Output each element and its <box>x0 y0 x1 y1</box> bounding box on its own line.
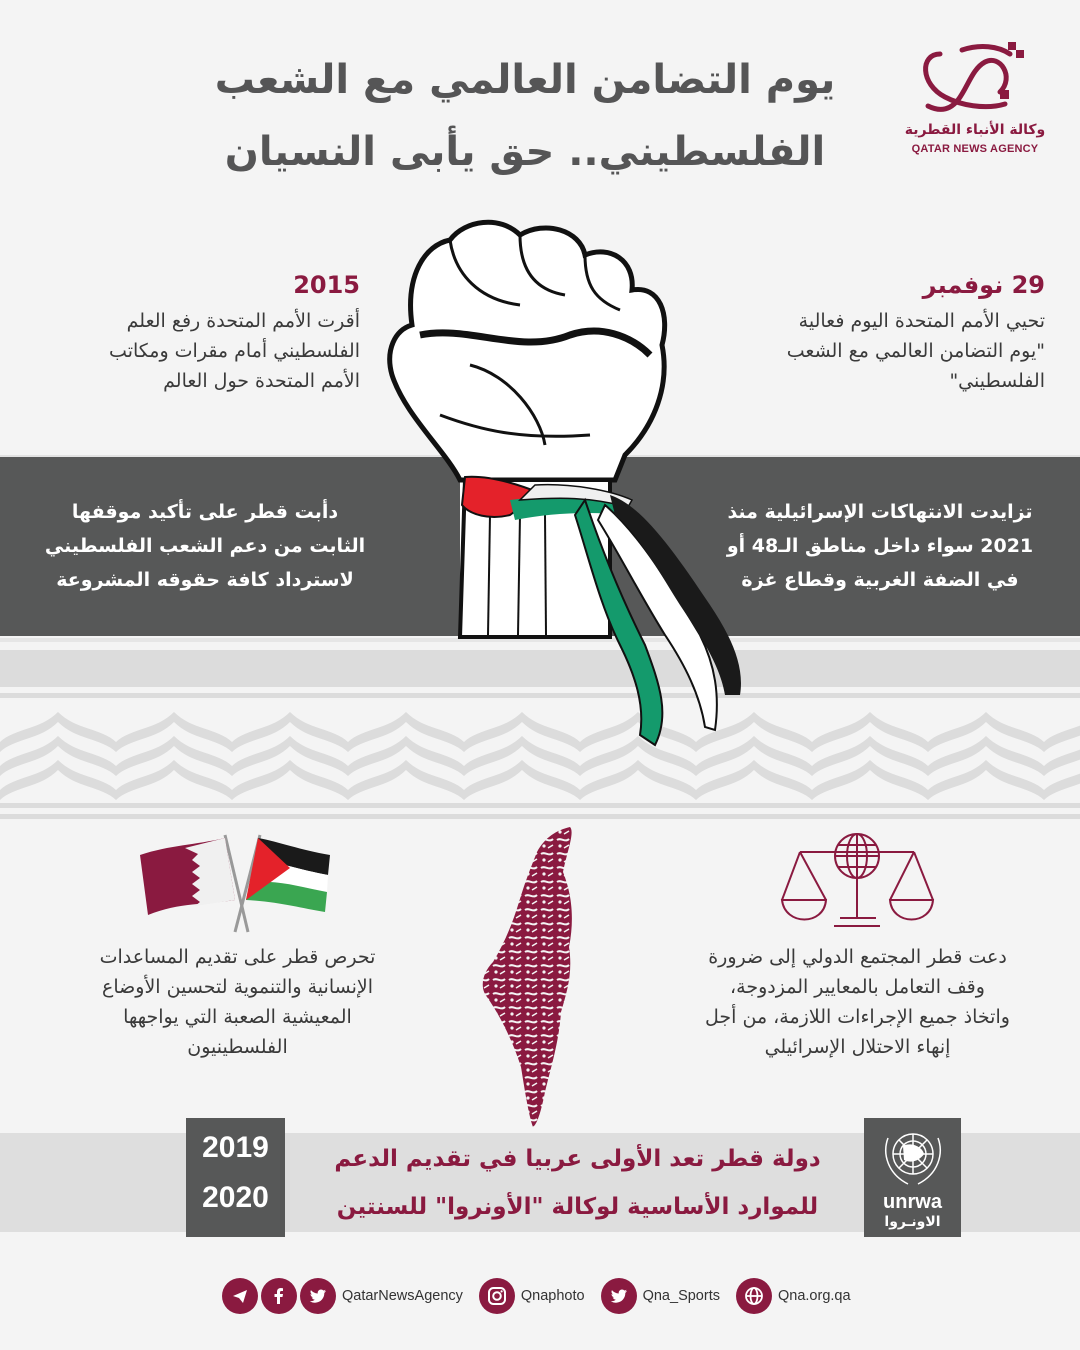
instagram-icon[interactable] <box>479 1278 515 1314</box>
info-line: تحيي الأمم المتحدة اليوم فعالية <box>798 310 1045 332</box>
band-text-qatar-support <box>20 495 390 597</box>
info-heading: 2015 <box>293 271 360 299</box>
year-2020: 2020 <box>202 1181 269 1214</box>
social-footer <box>222 1278 867 1314</box>
un-emblem-icon <box>878 1124 948 1190</box>
info-line: أقرت الأمم المتحدة رفع العلم <box>126 310 360 332</box>
unrwa-logo <box>864 1118 961 1237</box>
info-line: الأمم المتحدة حول العالم <box>163 370 360 392</box>
band-line: تزايدت الانتهاكات الإسرائيلية منذ <box>727 501 1033 523</box>
info-line: "يوم التضامن العالمي مع الشعب <box>786 340 1045 362</box>
globe-icon[interactable] <box>736 1278 772 1314</box>
international-community-text <box>655 942 1060 1062</box>
band-line: في الضفة الغربية وقطاع غزة <box>741 569 1019 591</box>
twitter-icon[interactable] <box>601 1278 637 1314</box>
aid-text <box>55 942 420 1062</box>
year-2019: 2019 <box>202 1131 269 1164</box>
facebook-icon[interactable] <box>261 1278 297 1314</box>
scales-of-justice-globe-icon <box>780 828 935 928</box>
unrwa-logo-ar: الاونـروا <box>884 1214 941 1230</box>
info-line: الفلسطيني أمام مقرات ومكاتب <box>109 340 360 362</box>
social-label-qnaphoto[interactable]: Qnaphoto <box>520 1288 585 1304</box>
info-block-2015 <box>40 268 360 396</box>
qatar-palestine-flags-icon <box>140 830 335 935</box>
social-label-qatarnewsagency[interactable]: QatarNewsAgency <box>342 1288 463 1304</box>
page-title <box>200 44 850 188</box>
intl-line: وقف التعامل بالمعايير المزدوجة، <box>730 976 985 998</box>
banner-line: دولة قطر تعد الأولى عربيا في تقديم الدعم <box>334 1146 821 1172</box>
aid-line: الإنسانية والتنموية لتحسين الأوضاع <box>102 976 373 998</box>
social-label-qna-sports[interactable]: Qna_Sports <box>642 1288 720 1304</box>
social-label-website[interactable]: Qna.org.qa <box>777 1288 851 1304</box>
banner-line: للموارد الأساسية لوكالة "الأونروا" للسنتين <box>336 1194 819 1220</box>
divider <box>0 803 1080 808</box>
intl-line: دعت قطر المجتمع الدولي إلى ضرورة <box>708 946 1007 968</box>
unrwa-logo-en: unrwa <box>883 1191 942 1213</box>
band-line: الثابت من دعم الشعب الفلسطيني <box>44 535 366 557</box>
telegram-icon[interactable] <box>222 1278 258 1314</box>
aid-line: المعيشية الصعبة التي يواجهها <box>123 1006 352 1028</box>
palestine-calligraphy-map-icon <box>475 822 585 1132</box>
info-heading: 29 نوفمبر <box>922 271 1045 299</box>
info-line: الفلسطيني" <box>949 370 1045 392</box>
aid-line: تحرص قطر على تقديم المساعدات <box>99 946 376 968</box>
divider <box>0 814 1080 819</box>
years-badge <box>186 1118 285 1237</box>
twitter-icon[interactable] <box>300 1278 336 1314</box>
title-line-1: يوم التضامن العالمي مع الشعب <box>214 57 836 103</box>
intl-line: إنهاء الاحتلال الإسرائيلي <box>764 1036 951 1058</box>
band-line: لاسترداد كافة حقوقه المشروعة <box>56 569 354 591</box>
unrwa-banner-text <box>310 1133 845 1232</box>
raised-fist-with-palestine-flag-icon <box>370 215 770 755</box>
logo-arabic-name: وكالة الأنباء القطرية <box>904 122 1046 138</box>
logo-english-name: QATAR NEWS AGENCY <box>911 143 1039 155</box>
band-line: 2021 سواء داخل مناطق الـ48 أو <box>726 535 1034 557</box>
band-line: دأبت قطر على تأكيد موقفها <box>71 501 339 523</box>
aid-line: الفلسطينيون <box>187 1036 288 1058</box>
intl-line: واتخاذ جميع الإجراءات اللازمة، من أجل <box>705 1006 1010 1028</box>
title-line-2: الفلسطيني.. حق يأبى النسيان <box>224 129 826 175</box>
